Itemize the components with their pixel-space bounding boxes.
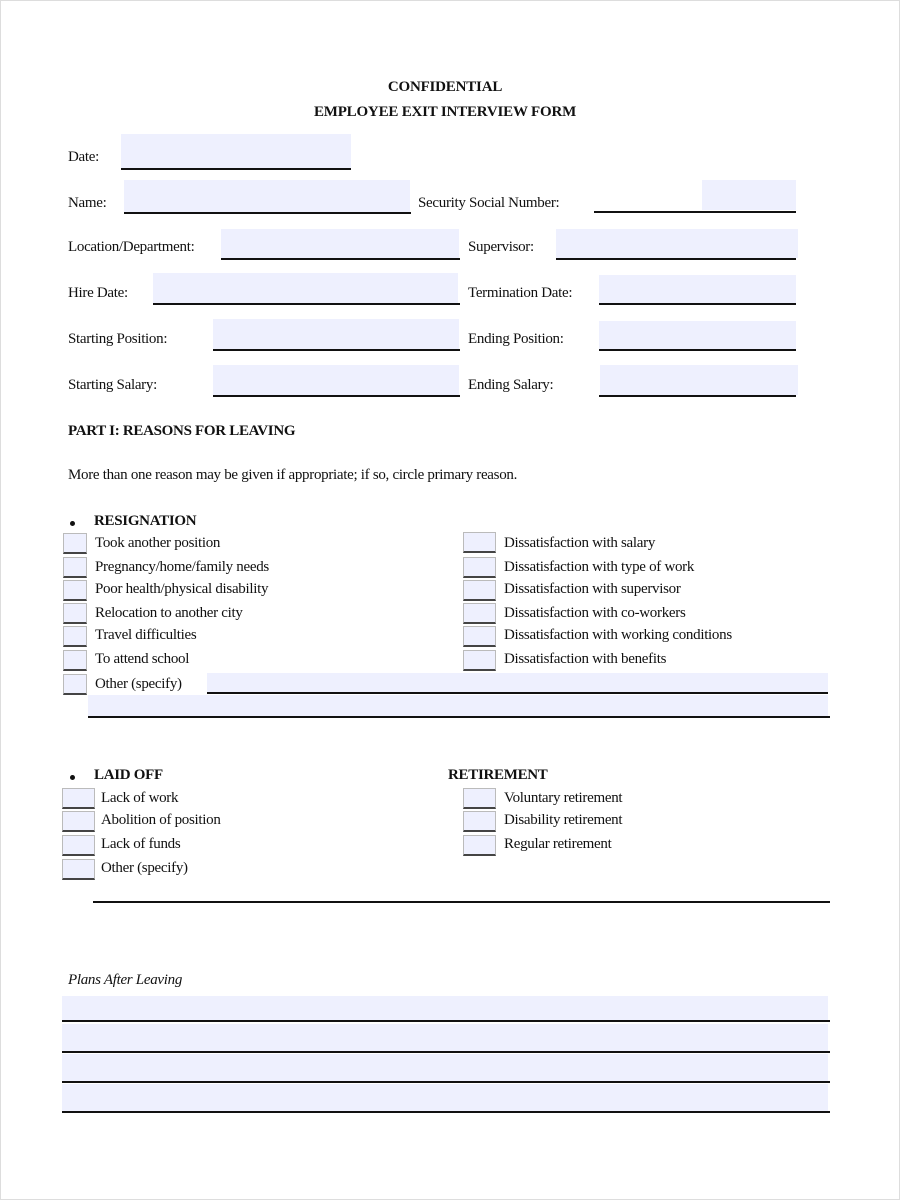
location-field[interactable] [221, 229, 459, 258]
retirement-heading: RETIREMENT [448, 767, 548, 783]
checkbox-voluntary-retirement[interactable] [463, 788, 496, 809]
resignation-other-field-2[interactable] [88, 695, 828, 716]
date-label: Date: [68, 149, 99, 165]
ssn-label: Security Social Number: [418, 195, 560, 211]
field-underline [556, 258, 796, 260]
option-label: Dissatisfaction with salary [504, 535, 656, 551]
checkbox-co-workers[interactable] [463, 603, 496, 624]
checkbox-travel-difficulties[interactable] [63, 626, 87, 647]
field-underline [153, 303, 460, 305]
ssn-field[interactable] [702, 180, 796, 210]
plans-field-3[interactable] [62, 1054, 828, 1081]
option-label: Relocation to another city [95, 605, 243, 621]
field-underline [213, 395, 460, 397]
field-underline [88, 716, 830, 718]
hire-date-label: Hire Date: [68, 285, 128, 301]
option-label: Dissatisfaction with supervisor [504, 581, 681, 597]
checkbox-relocation[interactable] [63, 603, 87, 624]
laid-off-other-line[interactable] [93, 901, 830, 903]
starting-position-field[interactable] [213, 319, 459, 349]
option-label: Dissatisfaction with type of work [504, 559, 695, 575]
option-label: Took another position [95, 535, 221, 551]
checkbox-took-another-position[interactable] [63, 533, 87, 554]
supervisor-label: Supervisor: [468, 239, 534, 255]
form-title: EMPLOYEE EXIT INTERVIEW FORM [313, 104, 577, 120]
laid-off-heading: LAID OFF [94, 767, 163, 783]
plans-field-1[interactable] [62, 996, 828, 1021]
plans-label: Plans After Leaving [68, 972, 183, 988]
plans-field-4[interactable] [62, 1084, 828, 1111]
checkbox-disability-retirement[interactable] [463, 811, 496, 832]
part1-heading: PART I: REASONS FOR LEAVING [68, 423, 296, 439]
field-underline [599, 349, 796, 351]
bullet-icon [70, 775, 75, 780]
checkbox-regular-retirement[interactable] [463, 835, 496, 856]
starting-position-label: Starting Position: [68, 331, 168, 347]
bullet-icon [70, 521, 75, 526]
option-label: Pregnancy/home/family needs [95, 559, 269, 575]
checkbox-type-of-work[interactable] [463, 557, 496, 578]
plans-field-2[interactable] [62, 1024, 828, 1051]
resignation-other-field[interactable] [207, 673, 828, 693]
field-underline [121, 168, 351, 170]
option-label: Travel difficulties [95, 627, 197, 643]
option-label: Voluntary retirement [504, 790, 623, 806]
checkbox-salary[interactable] [463, 532, 496, 553]
option-label: Other (specify) [101, 860, 188, 876]
checkbox-supervisor[interactable] [463, 580, 496, 601]
option-label: Other (specify) [95, 676, 182, 692]
field-underline [62, 1020, 830, 1022]
checkbox-lack-of-work[interactable] [62, 788, 95, 809]
checkbox-working-conditions[interactable] [463, 626, 496, 647]
option-label: To attend school [95, 651, 190, 667]
field-underline [599, 303, 796, 305]
hire-date-field[interactable] [153, 273, 458, 303]
checkbox-poor-health[interactable] [63, 580, 87, 601]
option-label: Dissatisfaction with working conditions [504, 627, 732, 643]
checkbox-laid-off-other[interactable] [62, 859, 95, 880]
option-label: Poor health/physical disability [95, 581, 269, 597]
field-underline [221, 258, 460, 260]
checkbox-attend-school[interactable] [63, 650, 87, 671]
ending-salary-label: Ending Salary: [468, 377, 554, 393]
starting-salary-label: Starting Salary: [68, 377, 157, 393]
field-underline [124, 212, 411, 214]
supervisor-field[interactable] [556, 229, 798, 258]
option-label: Dissatisfaction with benefits [504, 651, 667, 667]
option-label: Abolition of position [101, 812, 221, 828]
field-underline [62, 1081, 830, 1083]
termination-date-field[interactable] [599, 275, 796, 303]
checkbox-resignation-other[interactable] [63, 674, 87, 695]
termination-date-label: Termination Date: [468, 285, 573, 301]
name-label: Name: [68, 195, 107, 211]
option-label: Disability retirement [504, 812, 623, 828]
checkbox-abolition-of-position[interactable] [62, 811, 95, 832]
starting-salary-field[interactable] [213, 365, 459, 395]
option-label: Lack of funds [101, 836, 181, 852]
option-label: Regular retirement [504, 836, 612, 852]
confidential-heading: CONFIDENTIAL [387, 79, 503, 95]
ending-position-field[interactable] [599, 321, 796, 349]
part1-instruction: More than one reason may be given if appropriate; if so, circle primary reason. [68, 467, 518, 483]
field-underline [207, 692, 828, 694]
checkbox-benefits[interactable] [463, 650, 496, 671]
location-label: Location/Department: [68, 239, 195, 255]
field-underline [62, 1051, 830, 1053]
field-underline [62, 1111, 830, 1113]
ending-position-label: Ending Position: [468, 331, 564, 347]
option-label: Dissatisfaction with co-workers [504, 605, 686, 621]
resignation-heading: RESIGNATION [94, 513, 197, 529]
field-underline [599, 395, 796, 397]
name-field[interactable] [124, 180, 410, 212]
field-underline [594, 211, 796, 213]
checkbox-family-needs[interactable] [63, 557, 87, 578]
field-underline [213, 349, 460, 351]
ending-salary-field[interactable] [600, 365, 798, 395]
option-label: Lack of work [101, 790, 179, 806]
date-field[interactable] [121, 134, 351, 168]
checkbox-lack-of-funds[interactable] [62, 835, 95, 856]
